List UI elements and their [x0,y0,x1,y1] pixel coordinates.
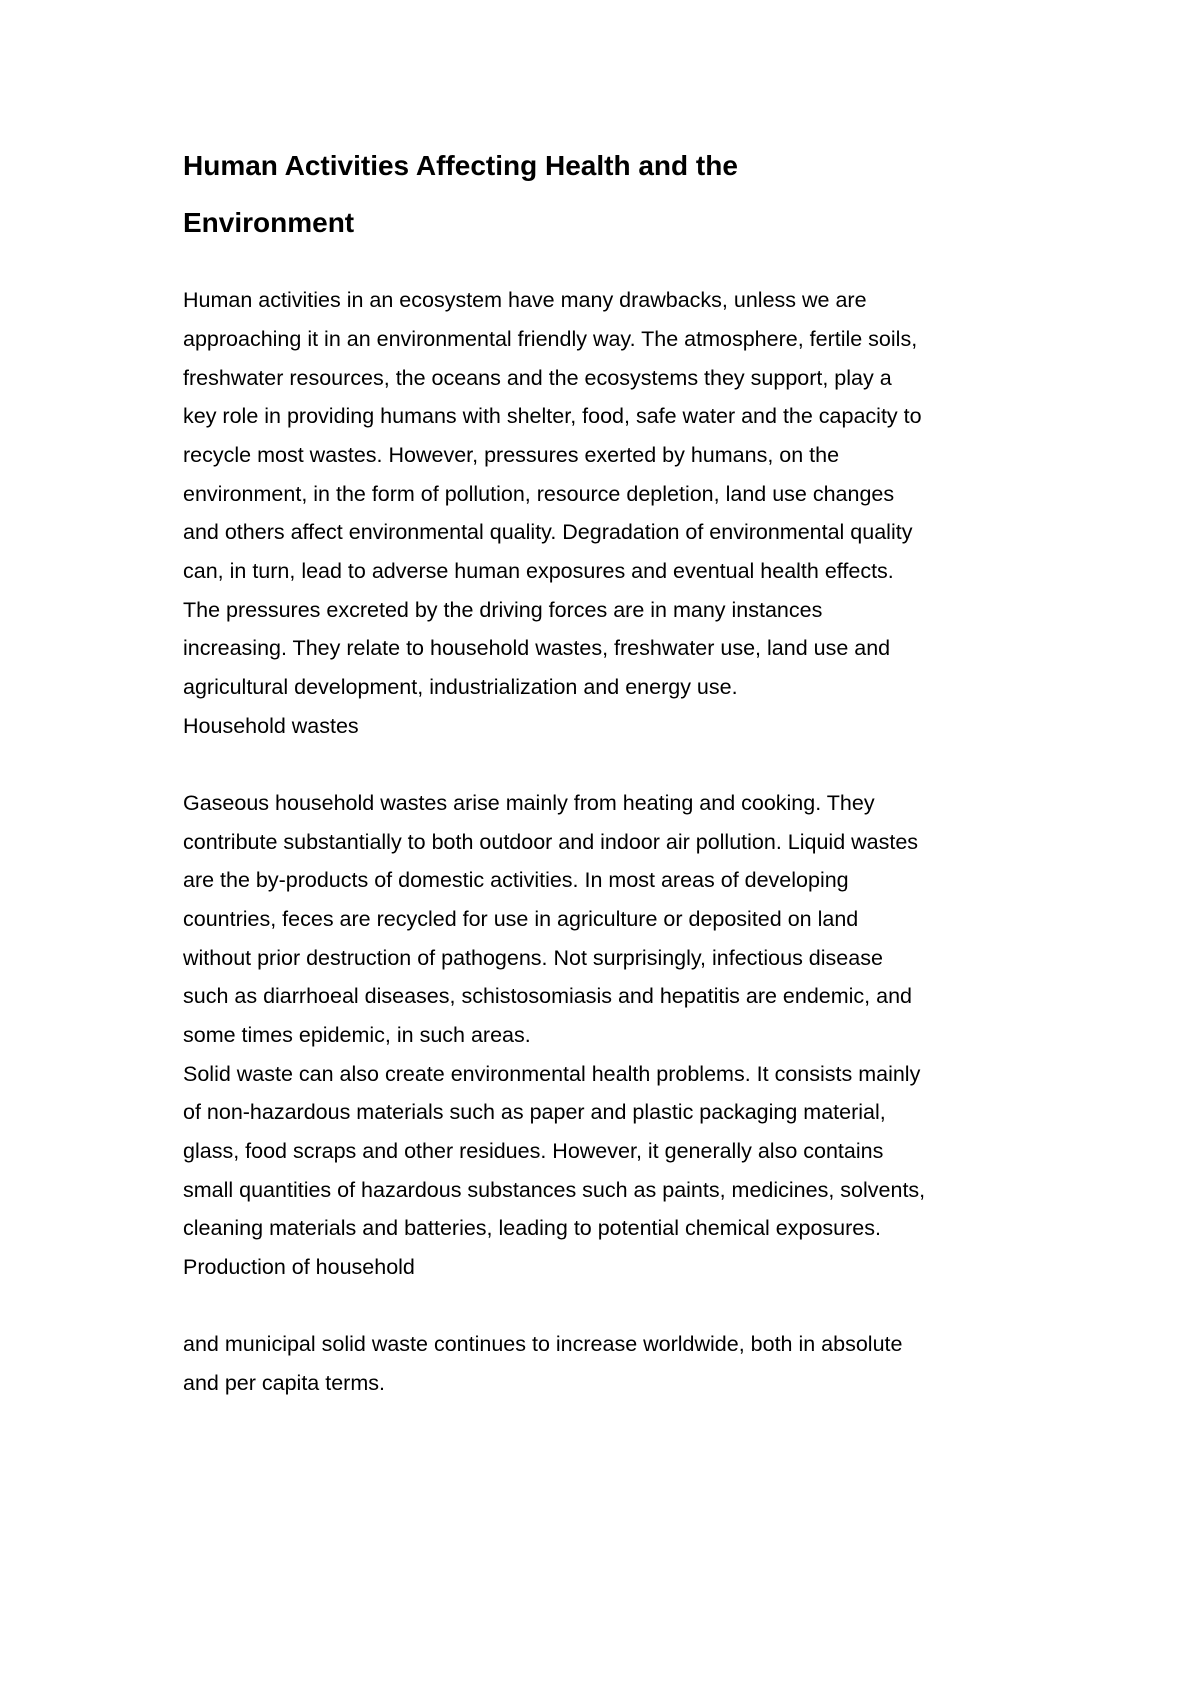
text-line: The pressures excreted by the driving forces are in many instances [183,598,823,622]
text-line: freshwater resources, the oceans and the ecosystems they support, play a [183,366,892,390]
text-line: Production of household [183,1255,415,1279]
text-line: some times epidemic, in such areas. [183,1023,531,1047]
text-line: Solid waste can also create environmental health problems. It consists mainly [183,1062,921,1086]
text-line: such as diarrhoeal diseases, schistosomiasis and hepatitis are endemic, and [183,984,913,1008]
text-line: agricultural development, industrialization and energy use. [183,675,738,699]
text-line: without prior destruction of pathogens. Not surprisingly, infectious disease [183,946,883,970]
text-line: recycle most wastes. However, pressures exerted by humans, on the [183,443,840,467]
text-line: environment, in the form of pollution, resource depletion, land use changes [183,482,895,506]
text-line: contribute substantially to both outdoor and indoor air pollution. Liquid wastes [183,830,919,854]
text-line: and per capita terms. [183,1371,385,1395]
text-line: Gaseous household wastes arise mainly from heating and cooking. They [183,791,875,815]
section-heading-household-wastes: Household wastes [183,714,359,738]
text-line: key role in providing humans with shelter, food, safe water and the capacity to [183,404,922,428]
text-line: countries, feces are recycled for use in agriculture or deposited on land [183,907,859,931]
text-line: cleaning materials and batteries, leading to potential chemical exposures. [183,1216,881,1240]
text-line: and municipal solid waste continues to increase worldwide, both in absolute [183,1332,903,1356]
title-line-2: Environment [183,207,355,238]
text-line: are the by-products of domestic activities. In most areas of developing [183,868,849,892]
title-line-1: Human Activities Affecting Health and the [183,150,738,181]
text-line: can, in turn, lead to adverse human exposures and eventual health effects. [183,559,894,583]
text-line: small quantities of hazardous substances such as paints, medicines, solvents, [183,1178,926,1202]
text-line: increasing. They relate to household wastes, freshwater use, land use and [183,636,891,660]
text-line: Human activities in an ecosystem have many drawbacks, unless we are [183,288,867,312]
text-line: approaching it in an environmental friendly way. The atmosphere, fertile soils, [183,327,918,351]
document-title [183,137,1043,251]
text-line: of non-hazardous materials such as paper and plastic packaging material, [183,1100,886,1124]
text-line: and others affect environmental quality. Degradation of environmental quality [183,520,913,544]
text-line: glass, food scraps and other residues. However, it generally also contains [183,1139,884,1163]
